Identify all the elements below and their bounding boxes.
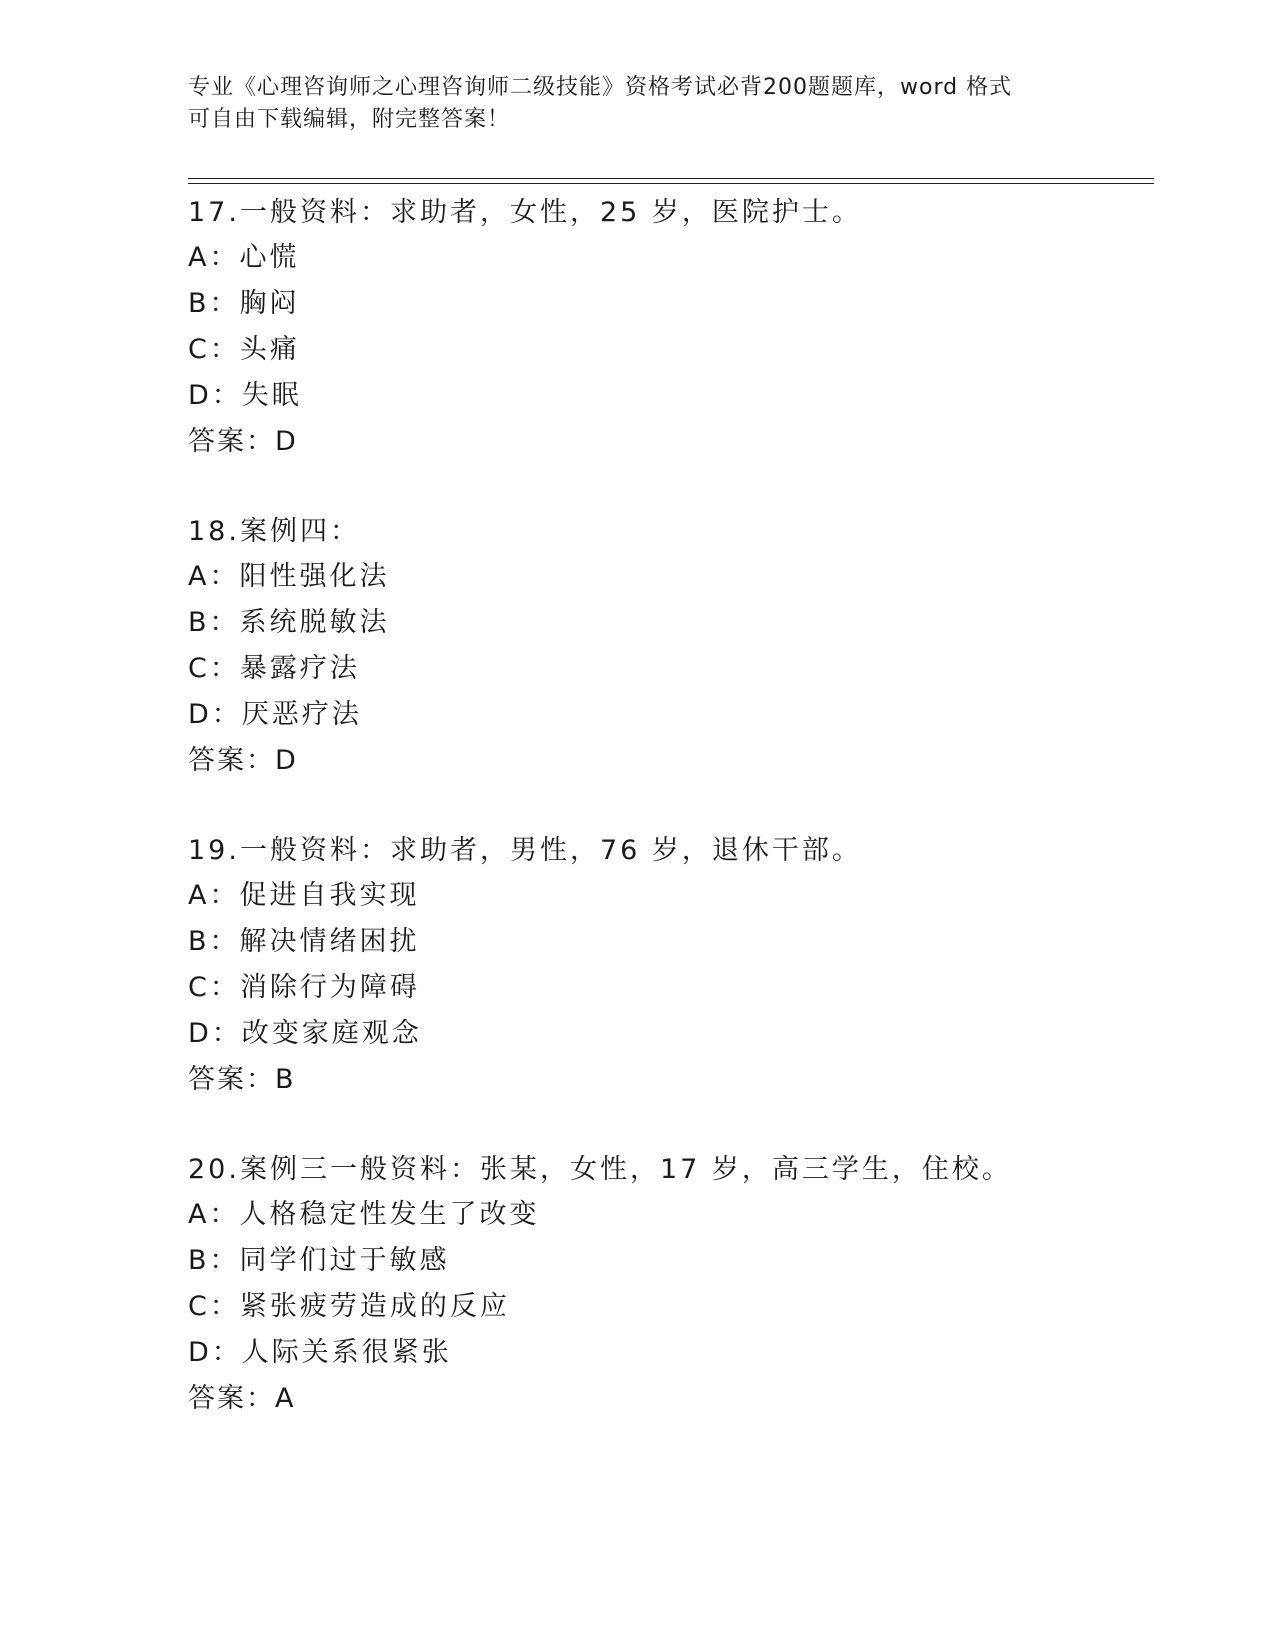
answer-line: 答案：A	[188, 1383, 296, 1414]
header-divider-top	[188, 178, 1154, 179]
question-20	[188, 1148, 1148, 1422]
option-c: C：头痛	[188, 334, 300, 365]
option-c: C：暴露疗法	[188, 653, 360, 684]
option-d: D：人际关系很紧张	[188, 1337, 452, 1368]
answer-line: 答案：B	[188, 1064, 296, 1095]
answer-line: 答案：D	[188, 426, 298, 457]
answer-line: 答案：D	[188, 745, 298, 776]
option-a: A：阳性强化法	[188, 561, 390, 592]
question-list	[188, 191, 1148, 1467]
option-d: D：改变家庭观念	[188, 1018, 422, 1049]
option-a: A：心慌	[188, 242, 300, 273]
option-b: B：胸闷	[188, 288, 300, 319]
header-line-2: 可自由下载编辑，附完整答案！	[188, 107, 511, 132]
option-b: B：解决情绪困扰	[188, 926, 420, 957]
document-header	[188, 72, 1088, 136]
option-d: D：失眠	[188, 380, 302, 411]
option-c: C：紧张疲劳造成的反应	[188, 1291, 510, 1322]
question-19	[188, 829, 1148, 1103]
option-d: D：厌恶疗法	[188, 699, 362, 730]
option-a: A：人格稳定性发生了改变	[188, 1199, 540, 1230]
question-stem: 17.一般资料：求助者，女性，25 岁，医院护士。	[188, 197, 862, 228]
question-18	[188, 510, 1148, 784]
question-stem: 19.一般资料：求助者，男性，76 岁，退休干部。	[188, 835, 862, 866]
option-a: A：促进自我实现	[188, 880, 420, 911]
option-b: B：系统脱敏法	[188, 607, 390, 638]
option-c: C：消除行为障碍	[188, 972, 420, 1003]
question-stem: 20.案例三一般资料：张某，女性，17 岁，高三学生，住校。	[188, 1154, 1012, 1185]
header-divider-bottom	[188, 183, 1154, 184]
header-line-1: 专业《心理咨询师之心理咨询师二级技能》资格考试必背200题题库，word 格式	[188, 75, 1013, 100]
option-b: B：同学们过于敏感	[188, 1245, 450, 1276]
question-stem: 18.案例四：	[188, 516, 360, 547]
question-17	[188, 191, 1148, 465]
